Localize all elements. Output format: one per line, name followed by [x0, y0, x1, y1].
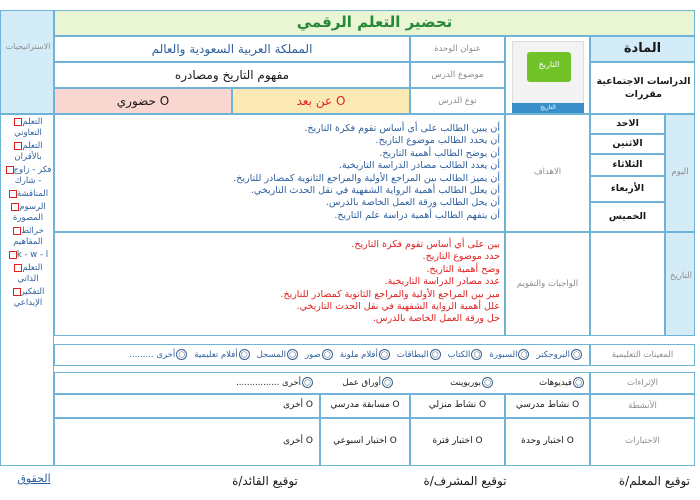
- resource-label: صور: [305, 350, 321, 360]
- test-cell[interactable]: [320, 418, 410, 466]
- objectives-content: [54, 114, 505, 232]
- procedure-item-label: فيديوهات: [539, 378, 572, 388]
- resource-label: أخرى .........: [129, 350, 176, 360]
- activities-label-cell: [590, 394, 695, 418]
- radio-icon[interactable]: ◯: [176, 349, 187, 360]
- radio-icon[interactable]: ◯: [382, 377, 393, 388]
- activity-cell[interactable]: [505, 394, 590, 418]
- resource-label: المسجل: [256, 350, 286, 360]
- resource-item[interactable]: [340, 350, 391, 360]
- resources-label-cell: [590, 344, 695, 366]
- activity-option[interactable]: نشاط مدرسي O: [515, 400, 580, 410]
- day-cell[interactable]: [590, 202, 665, 232]
- resource-item[interactable]: [448, 350, 484, 360]
- book-cover-cell: [505, 36, 590, 114]
- activity-option[interactable]: مسابقة مدرسي O: [330, 400, 400, 410]
- strategy-label: التفكير الإبداعي: [13, 287, 45, 308]
- resource-label: أفلام ملونة: [339, 350, 378, 360]
- objective-item: أن يتفهم الطالب أهمية دراسة علم التاريخ.: [334, 209, 500, 221]
- book-caption: التاريخ: [540, 104, 556, 111]
- strategy-item[interactable]: [3, 117, 53, 139]
- day-cell[interactable]: [590, 134, 665, 154]
- radio-icon[interactable]: ◯: [482, 377, 493, 388]
- test-cell[interactable]: [410, 418, 505, 466]
- unit-value: المملكة العربية السعودية والعالم: [151, 42, 313, 56]
- strategy-label: k - w - l: [16, 250, 49, 260]
- strategy-item[interactable]: [3, 165, 53, 187]
- test-option[interactable]: اختبار وحدة O: [521, 436, 574, 446]
- objective-item: أن يوضح الطالب أهمية التاريخ.: [379, 147, 500, 159]
- procedures-label-cell: [590, 372, 695, 394]
- procedures-label: الإثراءات: [627, 378, 658, 388]
- subject-value-cell: [590, 62, 695, 114]
- strategy-label: خرائط المفاهيم: [13, 226, 44, 247]
- day-label: اليوم: [671, 167, 689, 177]
- strategies-list: [0, 114, 54, 466]
- test-cell[interactable]: [505, 418, 590, 466]
- assessment-list: [60, 239, 500, 326]
- unit-label-cell: [410, 36, 505, 62]
- teacher-signature: توقيع المعلم/ة: [618, 474, 690, 488]
- procedure-item[interactable]: [184, 377, 314, 388]
- procedure-item-label: بوربوينت: [450, 378, 481, 388]
- assessment-item: حل ورقة العمل الخاصة بالدرس.: [372, 313, 500, 325]
- checkbox-icon[interactable]: [9, 251, 17, 259]
- objective-item: أن يبين الطالب على أي أساس تقوم فكرة التاريخ.: [304, 123, 500, 134]
- strategy-label: التعلم الذاتي: [17, 263, 43, 284]
- supervisor-signature: توقيع المشرف/ة: [423, 474, 507, 488]
- resource-item[interactable]: [194, 350, 250, 360]
- book-badge: [527, 52, 571, 82]
- radio-icon[interactable]: ◯: [573, 377, 584, 388]
- procedure-item[interactable]: [505, 377, 585, 388]
- title-bar: [54, 10, 695, 36]
- day-name[interactable]: الاحد: [616, 118, 639, 129]
- resources-content: [54, 344, 590, 366]
- book-cover: [512, 41, 584, 105]
- lesson-value-cell: [54, 62, 410, 88]
- strategies-items: [3, 117, 53, 311]
- radio-icon[interactable]: ◯: [287, 349, 298, 360]
- inperson-option[interactable]: حضوري O: [116, 94, 170, 108]
- checkbox-icon[interactable]: [13, 288, 21, 296]
- principal-signature: توقيع القائد/ة: [232, 474, 298, 488]
- resources-label: المعينات التعليمية: [611, 350, 674, 360]
- checkbox-icon[interactable]: [9, 190, 17, 198]
- strategy-label: المناقشة: [16, 189, 49, 199]
- remote-option[interactable]: عن بعد O: [296, 94, 346, 108]
- assessment-item: وضح أهمية التاريخ.: [426, 263, 500, 275]
- radio-icon[interactable]: ◯: [322, 349, 333, 360]
- objective-item: أن يميز الطالب بين المراجع الأولية والمراجع الثانوية كمصادر للتاريخ.: [233, 172, 500, 184]
- checkbox-icon[interactable]: [13, 227, 21, 235]
- test-cell[interactable]: [54, 418, 320, 466]
- objectives-list: [60, 123, 500, 222]
- tests-label: الاختبارات: [625, 436, 660, 446]
- assessment-label-cell: [505, 232, 590, 336]
- book-caption-bar: [512, 103, 584, 113]
- test-option[interactable]: اختبار اسبوعي O: [333, 436, 397, 446]
- test-option[interactable]: اختبار فترة O: [432, 436, 483, 446]
- procedure-item[interactable]: [404, 377, 494, 388]
- strategies-title: الاستراتيجيات: [5, 42, 51, 51]
- strategies-header: [0, 10, 54, 114]
- date-value-cell[interactable]: [590, 232, 665, 336]
- radio-icon[interactable]: ◯: [379, 349, 390, 360]
- strategy-item[interactable]: [3, 189, 53, 200]
- tests-label-cell: [590, 418, 695, 466]
- objective-item: أن يحل الطالب ورقة العمل الخاصة بالدرس.: [325, 197, 500, 209]
- resource-label: البطاقات: [396, 350, 429, 360]
- lesson-label: موضوع الدرس: [431, 70, 484, 80]
- day-name[interactable]: الثلاثاء: [612, 159, 643, 170]
- subject-value: الدراسات الاجتماعية مقررات: [596, 76, 691, 100]
- objective-item: أن يعدد الطالب مصادر الدراسة التاريخية.: [338, 160, 500, 172]
- assessment-item: عدد مصادر الدراسة التاريخية.: [384, 276, 500, 288]
- unit-value-cell: [54, 36, 410, 62]
- procedure-item[interactable]: [314, 377, 394, 388]
- activity-cell[interactable]: [410, 394, 505, 418]
- rights-link[interactable]: الحقوق: [17, 472, 51, 485]
- lesson-type-label: نوع الدرس: [438, 96, 477, 106]
- strategy-label: التعلم بالأقران: [14, 141, 43, 162]
- radio-icon[interactable]: ◯: [518, 349, 529, 360]
- procedure-item-label: أوراق عمل: [342, 378, 381, 388]
- objectives-label: الاهداف: [533, 167, 562, 177]
- activity-option[interactable]: أخرى O: [282, 400, 313, 410]
- resource-label: أفلام تعليمية: [194, 350, 238, 360]
- resource-label: السبورة: [489, 350, 518, 360]
- resource-item[interactable]: [397, 350, 442, 360]
- activities-label: الأنشطة: [628, 401, 657, 411]
- day-name[interactable]: الخميس: [608, 211, 647, 222]
- day-cell[interactable]: [590, 114, 665, 134]
- objective-item: أن يعلل الطالب أهمية الرواية الشفهية في نقل الحدث التاريخي.: [250, 185, 500, 197]
- page-title: تحضير التعلم الرقمي: [296, 13, 453, 31]
- objectives-label-cell: [505, 114, 590, 232]
- book-badge-text: التاريخ: [538, 60, 560, 69]
- resource-item[interactable]: [489, 350, 530, 360]
- radio-icon[interactable]: ◯: [430, 349, 441, 360]
- strategy-item[interactable]: [3, 287, 53, 309]
- lesson-label-cell: [410, 62, 505, 88]
- radio-icon[interactable]: ◯: [239, 349, 250, 360]
- resources-list: [123, 349, 583, 360]
- assessment-item: ميز بين المراجع الأولية والمراجع الثانوية كمصادر للتاريخ.: [280, 288, 500, 300]
- resource-label: البروجكتر: [536, 350, 570, 360]
- activity-cell[interactable]: [54, 394, 320, 418]
- procedures-content: [54, 372, 590, 394]
- date-label: التاريخ: [669, 271, 693, 281]
- strategy-label: التعلم التعاوني: [14, 117, 43, 138]
- resource-label: الكتاب: [447, 350, 471, 360]
- radio-icon[interactable]: ◯: [302, 377, 313, 388]
- assessment-label: الواجبات والتقويم: [516, 279, 579, 289]
- inperson-option-cell[interactable]: [54, 88, 232, 114]
- assessment-item: بين على أي أساس تقوم فكرة التاريخ.: [351, 239, 500, 250]
- activity-cell[interactable]: [320, 394, 410, 418]
- unit-label: عنوان الوحدة: [434, 44, 481, 54]
- radio-icon[interactable]: ◯: [471, 349, 482, 360]
- checkbox-icon[interactable]: [6, 166, 14, 174]
- resource-item[interactable]: [257, 350, 299, 360]
- day-cell[interactable]: [590, 154, 665, 176]
- day-cell[interactable]: [590, 176, 665, 202]
- resource-item[interactable]: [129, 350, 188, 360]
- radio-icon[interactable]: ◯: [571, 349, 582, 360]
- date-label-cell: [665, 232, 695, 336]
- remote-option-cell[interactable]: [232, 88, 410, 114]
- strategy-label: فكر - زاوج - شارك: [13, 165, 52, 186]
- activity-option[interactable]: نشاط منزلي O: [428, 400, 487, 410]
- strategy-item[interactable]: [3, 263, 53, 285]
- resource-item[interactable]: [536, 350, 583, 360]
- lesson-type-label-cell: [410, 88, 505, 114]
- subject-label: المادة: [623, 41, 662, 56]
- lesson-value: مفهوم التاريخ ومصادره: [174, 68, 290, 82]
- objective-item: أن يحدد الطالب موضوع التاريخ.: [375, 135, 500, 147]
- day-name[interactable]: الاثنين: [612, 138, 643, 149]
- strategy-label: الرسوم المصورة: [12, 202, 46, 223]
- procedure-item-label: أخرى ................: [236, 378, 301, 388]
- strategy-item[interactable]: [3, 141, 53, 163]
- assessment-item: علل أهمية الرواية الشفهية في نقل الحدث التاريخي.: [296, 301, 500, 313]
- assessment-item: حدد موضوع التاريخ.: [422, 251, 500, 263]
- day-name[interactable]: الأربعاء: [610, 183, 645, 194]
- strategy-item[interactable]: [3, 250, 53, 261]
- strategy-item[interactable]: [3, 226, 53, 248]
- strategy-item[interactable]: [3, 202, 53, 224]
- test-option[interactable]: أخرى O: [282, 436, 313, 446]
- day-label-cell: [665, 114, 695, 232]
- assessment-content: [54, 232, 505, 336]
- resource-item[interactable]: [305, 350, 334, 360]
- subject-label-cell: [590, 36, 695, 62]
